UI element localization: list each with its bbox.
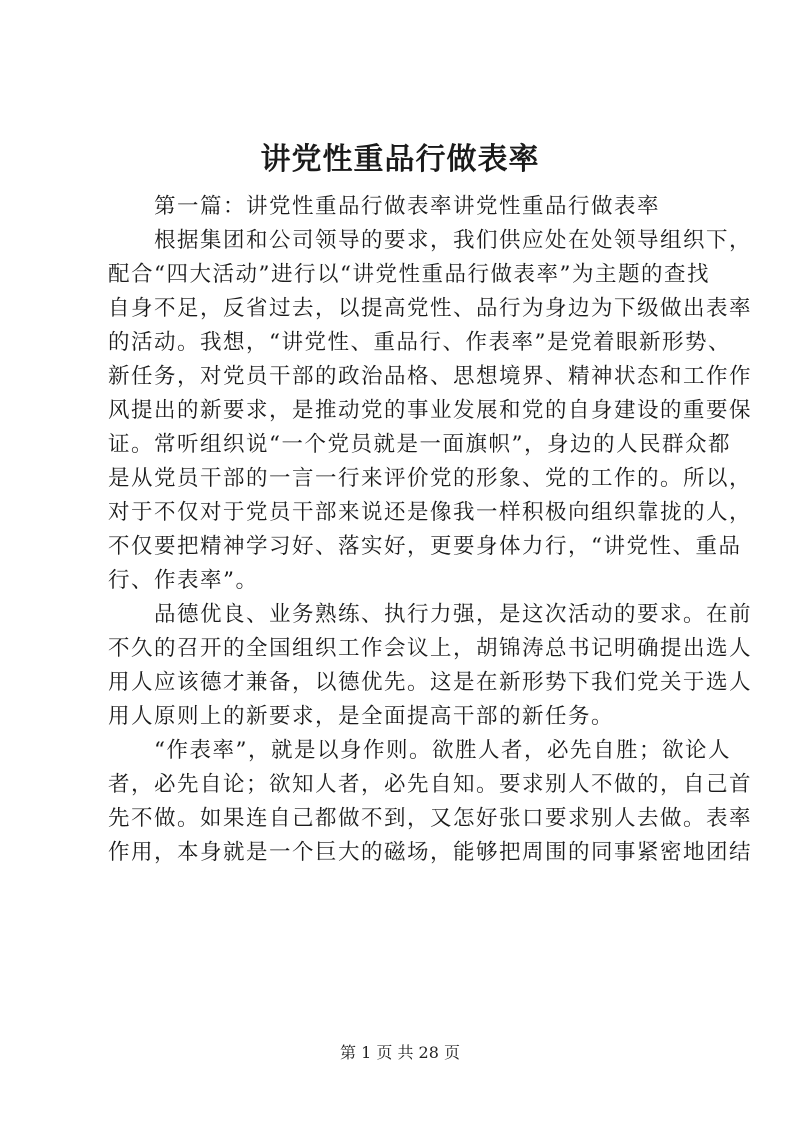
- body-line: 风提出的新要求，是推动党的事业发展和党的自身建设的重要保: [108, 398, 753, 423]
- body-line: 不久的召开的全国组织工作会议上，胡锦涛总书记明确提出选人: [108, 636, 753, 661]
- body-line: 自身不足，反省过去，以提高党性、品行为身边为下级做出表率: [108, 296, 753, 321]
- body-line: 第一篇：讲党性重品行做表率讲党性重品行做表率: [108, 194, 661, 219]
- body-line: 作用，本身就是一个巨大的磁场，能够把周围的同事紧密地团结: [108, 840, 753, 865]
- document-title: 讲党性重品行做表率: [260, 142, 540, 177]
- body-line: 新任务，对党员干部的政治品格、思想境界、精神状态和工作作: [108, 364, 753, 389]
- body-line: 的活动。我想，“讲党性、重品行、作表率”是党着眼新形势、: [108, 330, 731, 355]
- document-body: [108, 190, 753, 870]
- body-line: 证。常听组织说“一个党员就是一面旗帜”，身边的人民群众都: [108, 432, 731, 457]
- body-line: “作表率”，就是以身作则。欲胜人者，必先自胜；欲论人: [108, 738, 731, 763]
- body-line: 配合“四大活动”进行以“讲党性重品行做表率”为主题的查找: [108, 262, 710, 287]
- body-line: 用人原则上的新要求，是全面提高干部的新任务。: [108, 704, 615, 729]
- body-line: 用人应该德才兼备，以德优先。这是在新形势下我们党关于选人: [108, 670, 753, 695]
- body-line: 品德优良、业务熟练、执行力强，是这次活动的要求。在前: [108, 602, 753, 627]
- body-line: 根据集团和公司领导的要求，我们供应处在处领导组织下，: [108, 228, 753, 253]
- body-line: 对于不仅对于党员干部来说还是像我一样积极向组织靠拢的人，: [108, 500, 753, 525]
- body-line: 行、作表率”。: [108, 568, 259, 593]
- body-line: 是从党员干部的一言一行来评价党的形象、党的工作的。所以，: [108, 466, 753, 491]
- page-footer: 第 1 页 共 28 页: [340, 1043, 460, 1062]
- body-line: 者，必先自论；欲知人者，必先自知。要求别人不做的，自己首: [108, 772, 753, 797]
- body-line: 先不做。如果连自己都做不到，又怎好张口要求别人去做。表率: [108, 806, 753, 831]
- body-line: 不仅要把精神学习好、落实好，更要身体力行，“讲党性、重品: [108, 534, 742, 559]
